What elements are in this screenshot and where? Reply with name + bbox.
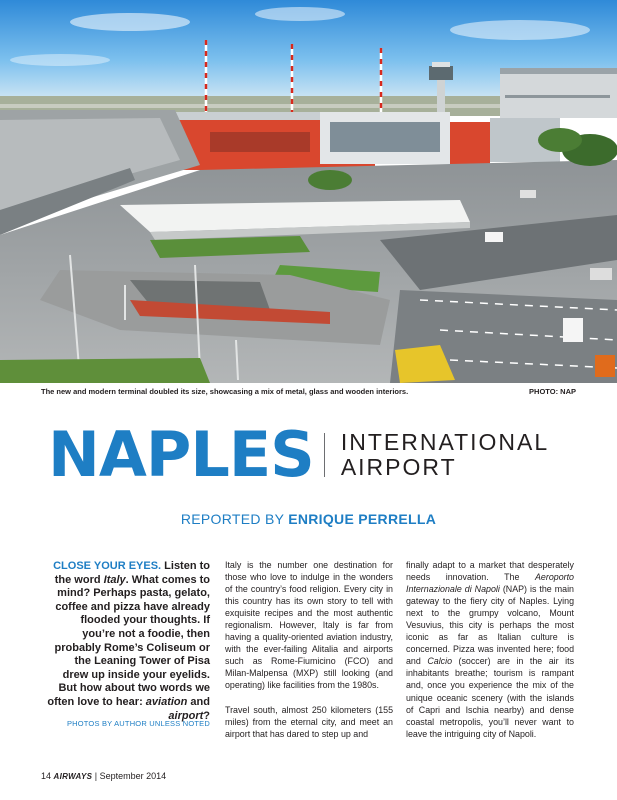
body-text: (soccer) are in the air its inhabitants breathe; tourism is rampant and, once you experience the mix of the unique oceanic scenery (with the islands of Capri and Ischia nearby) and dense coastal metropolis, you’ll never want to leave the intriguing city of Napoli. <box>406 656 575 739</box>
intro-text: Listen to the word <box>54 560 210 586</box>
title-divider <box>324 433 325 477</box>
title-subtitle <box>341 430 549 480</box>
intro-paragraph <box>47 560 210 723</box>
body-text: finally adapt to a market that desperately needs innovation. The <box>406 560 574 583</box>
airport-photo <box>0 0 617 383</box>
body-italic: Aeroporto Internazionale di Napoli <box>406 572 574 595</box>
photo-credit: PHOTO: NAP <box>529 387 576 396</box>
article-title <box>48 418 550 491</box>
body-column-2 <box>406 559 574 752</box>
title-sub-line2: AIRPORT <box>340 454 457 480</box>
intro-italy: Italy <box>103 573 126 586</box>
footer-separator: | <box>94 771 98 781</box>
photo-caption-row <box>41 387 576 396</box>
body-paragraph: Italy is the number one destination for those who love to indulge in the wonders of the country’s food religion. Every city in this country has its own story to tell with exquisite recipes and the most authentic regionalism. However, Italy is far from having a quality-oriented aviation industry, with the ever-failing Alitalia and airports such as Rome-Fiumicino (FCO) and Milan-Malpensa (MXP) still looking (and operating) like facilities from the 1980s. <box>225 560 393 691</box>
intro-text: . What comes to mind? Perhaps pasta, gelato, coffee and pizza have already flooded your thoughts. If you’re not a foodie, then probably Rome’s Coliseum or the Leaning Tower of Pisa drew up inside your eyelids. But how about two words we often love to hear: <box>47 573 210 708</box>
magazine-name: AIRWAYS <box>53 772 93 781</box>
issue-date: September 2014 <box>99 771 167 781</box>
intro-lead: CLOSE YOUR EYES. <box>53 560 162 572</box>
title-sub-line1: INTERNATIONAL <box>340 429 550 455</box>
intro-airport: airport <box>168 709 204 722</box>
title-naples: NAPLES <box>48 418 314 491</box>
body-text: (NAP) is the main gateway to the fiery city of Naples. Lying next to the grumpy volcano, Mount Vesuvius, this city is perhaps the most iconic as far as Italian culture is concerned. Pizza was invented here; food and <box>406 584 574 667</box>
body-column-1 <box>225 559 393 752</box>
intro-aviation: aviation <box>145 695 188 708</box>
body-paragraph: Travel south, almost 250 kilometers (155 miles) from the eternal city, and meet an airport that has dared to step up and <box>225 704 393 739</box>
intro-text: ? <box>203 709 210 722</box>
intro-text: and <box>187 695 210 708</box>
photos-note: PHOTOS BY AUTHOR UNLESS NOTED <box>66 719 210 728</box>
page-footer <box>41 771 166 781</box>
body-italic: Calcio <box>427 656 453 667</box>
photo-caption: The new and modern terminal doubled its size, showcasing a mix of metal, glass and wooden interiors. <box>41 387 409 396</box>
byline-prefix: REPORTED BY <box>180 511 289 527</box>
byline-author: ENRIQUE PERRELLA <box>288 511 437 527</box>
body-paragraph <box>406 559 574 740</box>
byline <box>0 511 617 527</box>
page-number: 14 <box>41 771 52 781</box>
